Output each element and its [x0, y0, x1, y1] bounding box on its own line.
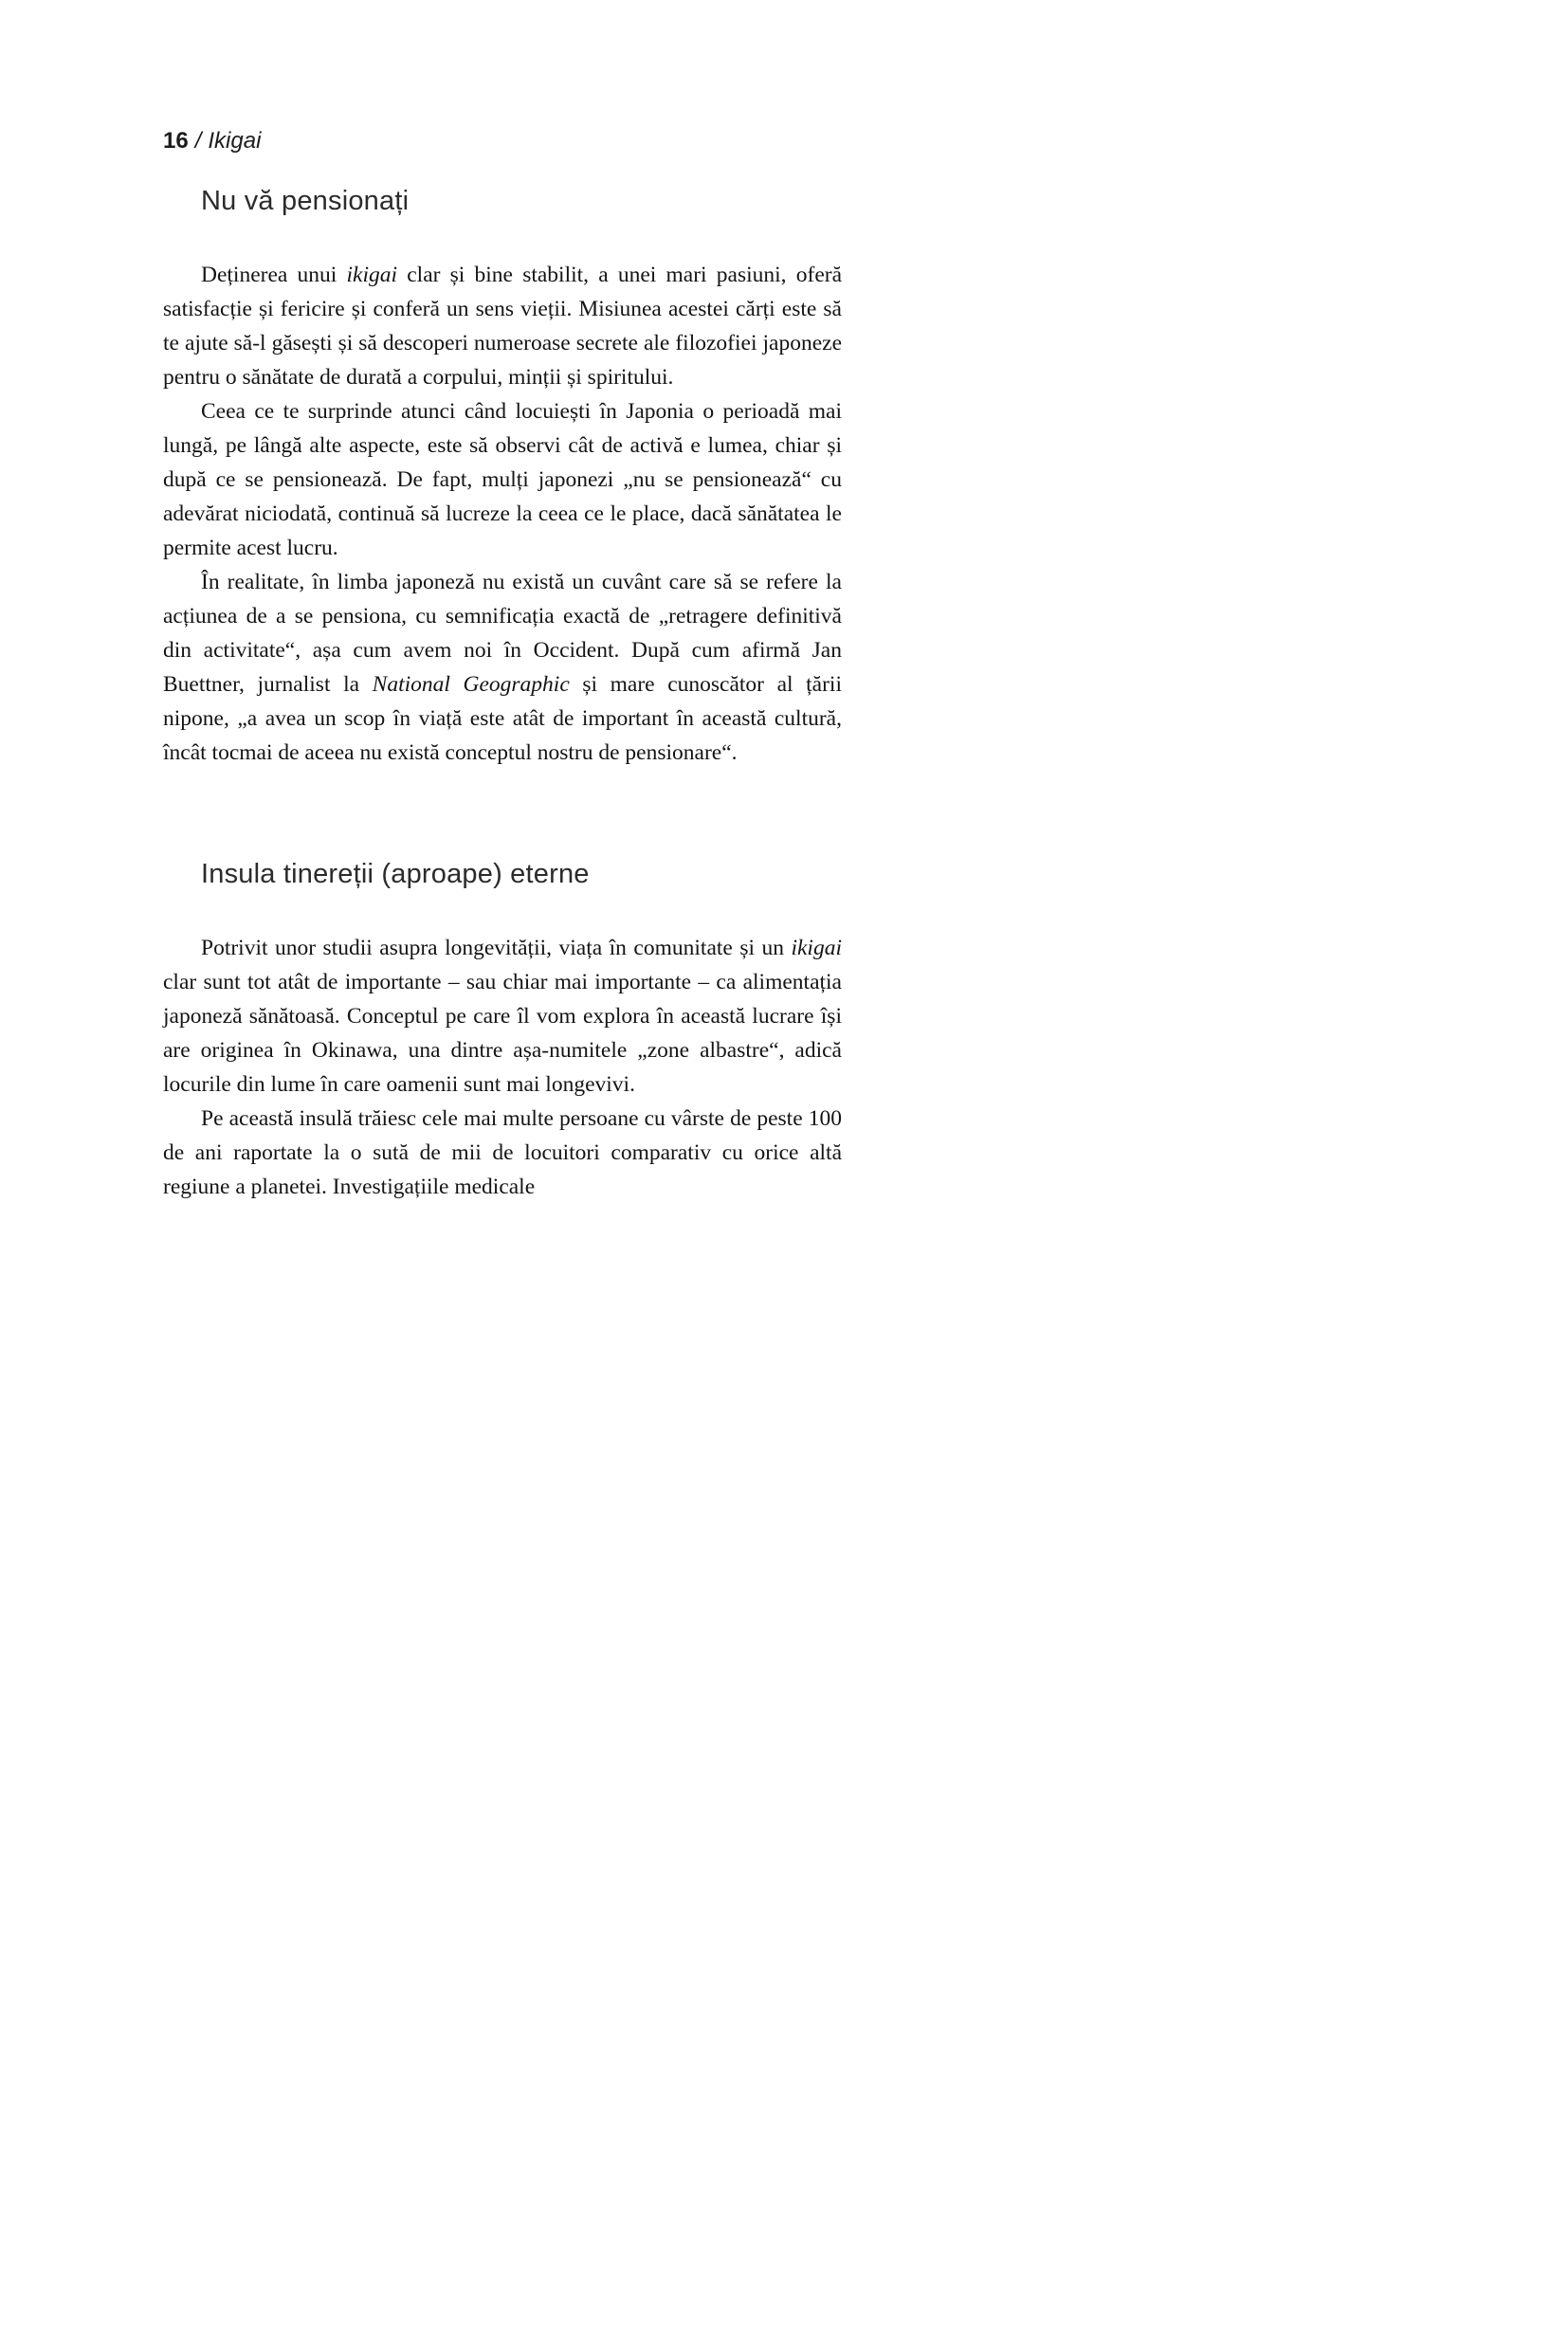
section: [163, 184, 842, 770]
page-content: [163, 127, 842, 1204]
page-body: [163, 184, 842, 1204]
running-head-separator: /: [194, 128, 202, 154]
section-heading: Nu vă pensionați: [201, 186, 410, 216]
running-head: [163, 127, 842, 155]
italic-term: National Geographic: [372, 672, 570, 697]
paragraph: Pe această insulă trăiesc cele mai multe persoane cu vârste de peste 100 de ani raportate la o sută de mii de locuitori comparativ cu orice altă regiune a planetei. Investigațiile medicale: [163, 1106, 842, 1199]
section: [163, 857, 842, 1204]
paragraph: Potrivit unor studii asupra longevității, viața în comunitate și un ikigai clar sunt tot atât de importante – sau chiar mai importante – ca alimentația japoneză sănătoasă. Conceptul pe care îl vom explora în această lucrare își are originea în Okinawa, una dintre așa-numitele „zone albastre“, adică locurile din lume în care oamenii sunt mai longevivi.: [163, 936, 842, 1097]
section-heading: Insula tinereții (aproape) eterne: [201, 859, 590, 889]
book-title: Ikigai: [208, 128, 262, 154]
italic-term: ikigai: [791, 936, 842, 960]
paragraph: Ceea ce te surprinde atunci când locuiești în Japonia o perioadă mai lungă, pe lângă alte aspecte, este să observi cât de activă e lumea, chiar și după ce se pensionează. De fapt, mulți japonezi „nu se pensionează“ cu adevărat niciodată, continuă să lucreze la ceea ce le place, dacă sănătatea le permite acest lucru.: [163, 399, 842, 560]
italic-term: ikigai: [346, 263, 398, 287]
paragraph: În realitate, în limba japoneză nu există un cuvânt care să se refere la acțiunea de a se pensiona, cu semnificația exactă de „retragere definitivă din activitate“, așa cum avem noi în Occident. După cum afirmă Jan Buettner, jurnalist la National Geographic și mare cunoscător al țării nipone, „a avea un scop în viață este atât de important în această cultură, încât tocmai de aceea nu există conceptul nostru de pensionare“.: [163, 570, 842, 765]
paragraph: Deținerea unui ikigai clar și bine stabilit, a unei mari pasiuni, oferă satisfacție și fericire și conferă un sens vieții. Misiunea acestei cărți este să te ajute să-l găsești și să descoperi numeroase secrete ale filozofiei japoneze pentru o sănătate de durată a corpului, minții și spiritului.: [163, 263, 843, 390]
page-number: 16: [163, 128, 189, 154]
